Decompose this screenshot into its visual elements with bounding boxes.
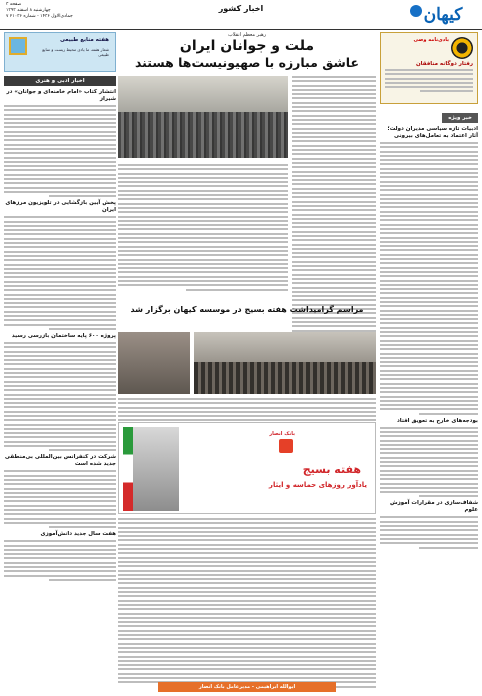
newspaper-logo[interactable]: کیهان	[423, 5, 463, 25]
center-text	[118, 164, 288, 293]
ad-body-text	[118, 518, 376, 690]
article-text	[4, 342, 116, 451]
headline-line-1[interactable]: ملت و جوانان ایران	[179, 38, 315, 54]
ad-text-lines	[385, 69, 473, 95]
news-title[interactable]: انتشار کتاب «امام خامنه‌ای و جوانان» در شیراز	[6, 89, 116, 102]
sun-icon	[451, 37, 473, 59]
news-title[interactable]: بودجه‌های خارج به تعویق افتاد	[396, 417, 478, 424]
group-photo[interactable]	[194, 332, 376, 394]
gift-box-icon	[9, 37, 27, 55]
page-number: صفحه ۳	[6, 2, 22, 7]
center-column	[118, 76, 376, 692]
article-text	[380, 516, 478, 548]
news-title[interactable]: ادبیات تازه سیاسی مدیران دولت؛ آثار اعتماد به تعامل‌های بیرونی	[387, 126, 478, 139]
section-title: اخبار کشور	[218, 4, 264, 13]
arts-news-tag: اخبار ادبی و هنری	[4, 76, 116, 86]
news-title[interactable]: شرکت در کنفرانس بین‌المللی بی‌منطقی جدید شده است	[4, 454, 116, 468]
banner-title: هفته منابع طبیعی	[59, 37, 109, 43]
left-column	[4, 32, 116, 692]
ceremony-photo[interactable]	[118, 332, 190, 394]
issue-info	[6, 2, 136, 20]
masthead	[0, 0, 482, 30]
article-text	[4, 216, 116, 330]
basij-ceremony-title[interactable]: مراسم گرامیداشت هفته بسیج در موسسه کیهان برگزار شد	[130, 305, 364, 314]
bank-logo-icon	[279, 439, 293, 453]
ad-box[interactable]	[380, 32, 478, 104]
crowd-image	[118, 112, 288, 158]
gift-banner[interactable]	[4, 32, 116, 72]
article-text	[4, 540, 116, 581]
article-text	[380, 142, 478, 415]
ad-title: رفتار دوگانه منافقان	[415, 61, 473, 67]
banner-title: هفته بسیج	[302, 463, 361, 476]
iran-flag-icon	[123, 427, 133, 511]
khabar-vizhe-tag: خبر ویژه	[442, 113, 478, 123]
article-text	[380, 427, 478, 498]
article-text	[4, 105, 116, 197]
news-title[interactable]: پروژه ۶۰۰ پایه ساختمان بازرسی رسید	[11, 332, 116, 339]
article-text	[4, 470, 116, 528]
issue-date: چهارشنبه ۸ اسفند ۱۳۹۳	[6, 8, 51, 13]
right-column	[380, 32, 478, 692]
leader-meeting-photo[interactable]	[118, 76, 288, 158]
headline-line-2[interactable]: عاشق مبارزه با صهیونیست‌ها هستند	[134, 55, 360, 70]
news-title[interactable]: پخش آیین بازگشایی در تلویزیون مرزهای ایران	[5, 200, 116, 214]
basij-week-ad-banner[interactable]	[118, 422, 376, 514]
banner-subtitle: یادآور روزهای حماسه و ایثار	[268, 481, 367, 489]
ad-heading: یادی‌نامه وصی	[413, 37, 449, 43]
ad-footer: ایوالله ابراهیمی - مدیرعامل بانک انصار	[158, 682, 336, 692]
center-text-column	[292, 76, 376, 372]
issue-number: ۷ جمادی‌الاول ۱۴۳۶ - شماره ۲۱۰۳۶	[6, 14, 73, 19]
headline-kicker: رهبر معظم انقلاب	[227, 32, 267, 38]
banner-text: شعار هفته، ما یادی محیط زیست و منابع طبیعی	[42, 47, 109, 57]
main-headline	[118, 32, 376, 74]
bank-name: بانک انصار	[269, 431, 295, 437]
news-title[interactable]: هفت سال جدید دانش‌آموزی	[40, 531, 116, 538]
news-title[interactable]: شفاف‌سازی در مقرارات آموزش علوم	[390, 500, 478, 514]
